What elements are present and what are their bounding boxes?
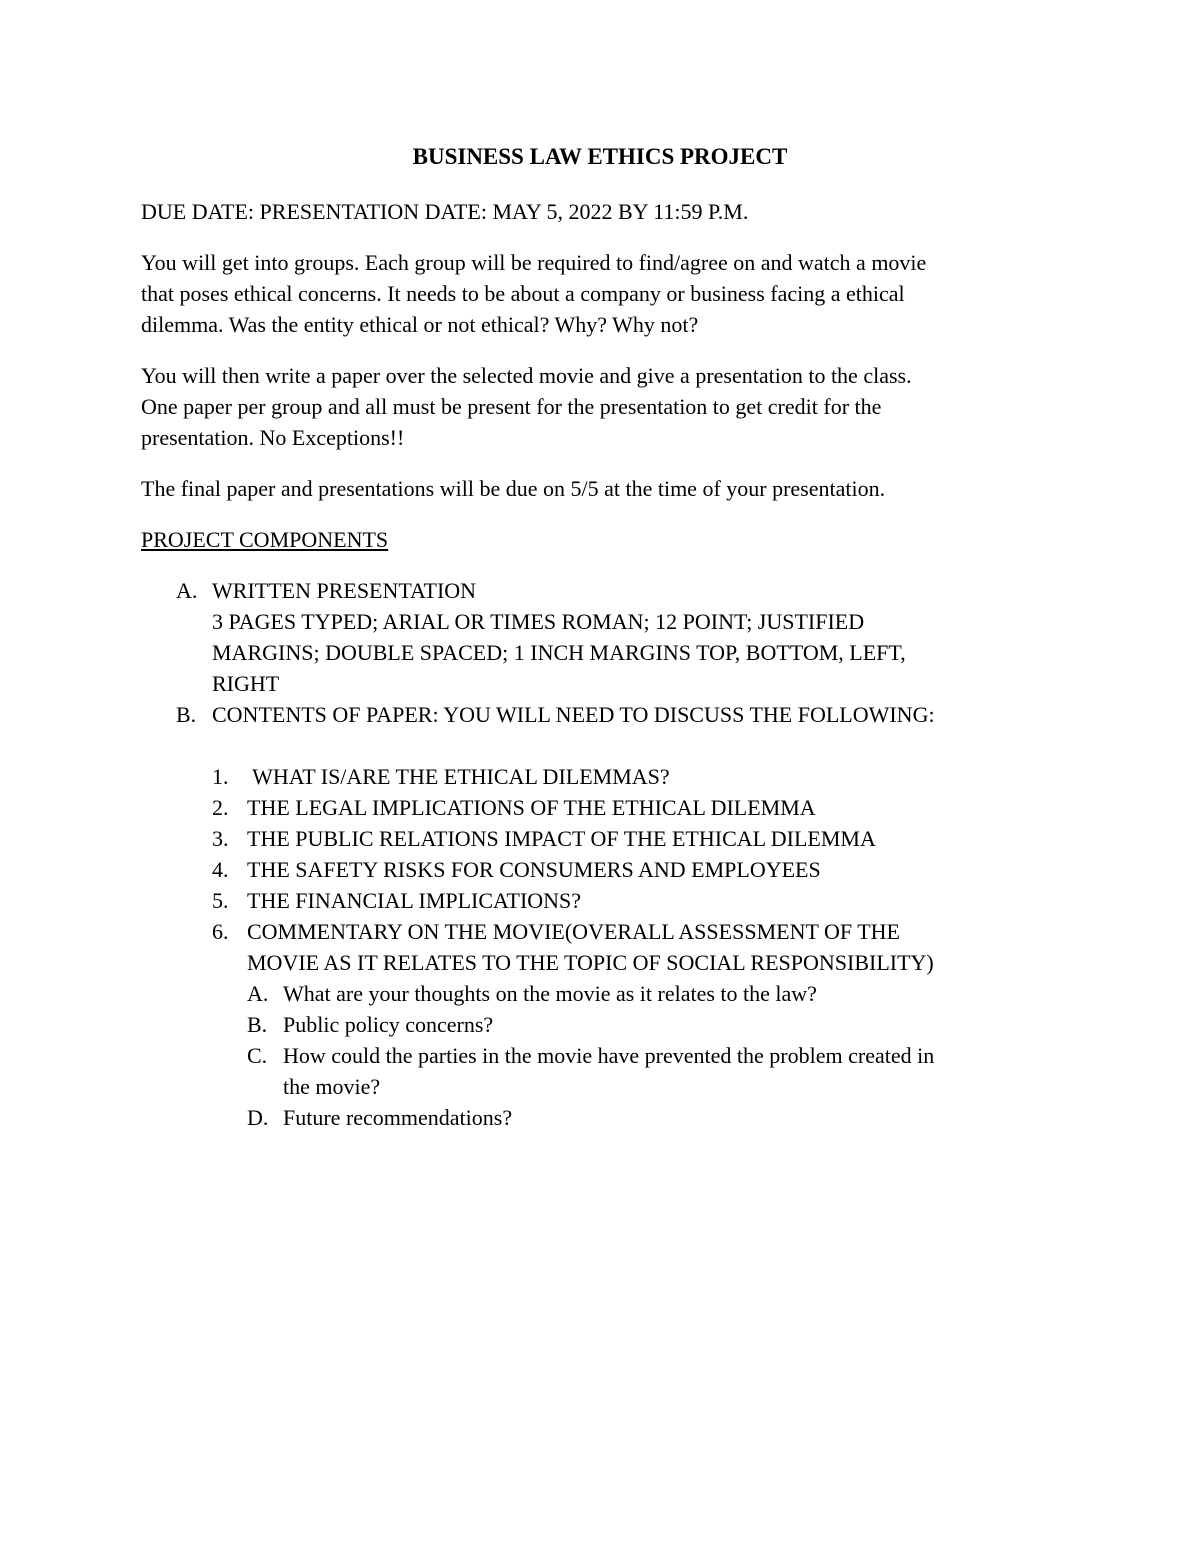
numbered-item-marker: 6.: [212, 919, 229, 944]
numbered-item-marker: 2.: [212, 795, 229, 820]
component-a-marker: A.: [176, 578, 198, 603]
sub-item-text: Future recommendations?: [283, 1105, 513, 1130]
component-a-line1: WRITTEN PRESENTATION: [212, 578, 477, 603]
sub-item-text: How could the parties in the movie have prevented the problem created in: [283, 1043, 935, 1068]
due-date-line: DUE DATE: PRESENTATION DATE: MAY 5, 2022 BY 11:59 P.M.: [141, 199, 749, 224]
paragraph3: The final paper and presentations will be due on 5/5 at the time of your presentation.: [141, 476, 886, 501]
numbered-item-text: THE PUBLIC RELATIONS IMPACT OF THE ETHICAL DILEMMA: [247, 826, 876, 851]
component-b-marker: B.: [176, 702, 197, 727]
numbered-item-6-continuation: MOVIE AS IT RELATES TO THE TOPIC OF SOCIAL RESPONSIBILITY): [247, 950, 934, 975]
component-a-line3: MARGINS; DOUBLE SPACED; 1 INCH MARGINS TOP, BOTTOM, LEFT,: [212, 640, 906, 665]
numbered-item-text: THE FINANCIAL IMPLICATIONS?: [247, 888, 582, 913]
numbered-item-marker: 5.: [212, 888, 229, 913]
numbered-item-text: WHAT IS/ARE THE ETHICAL DILEMMAS?: [247, 764, 670, 789]
numbered-item-text: THE LEGAL IMPLICATIONS OF THE ETHICAL DILEMMA: [247, 795, 816, 820]
numbered-item-marker: 1.: [212, 764, 229, 789]
paragraph2-line3: presentation. No Exceptions!!: [141, 425, 405, 450]
sub-item-marker: B.: [247, 1012, 268, 1037]
paragraph1-line1: You will get into groups. Each group will be required to find/agree on and watch a movie: [141, 250, 927, 275]
paragraph1-line3: dilemma. Was the entity ethical or not ethical? Why? Why not?: [141, 312, 699, 337]
sub-item-marker: C.: [247, 1043, 268, 1068]
numbered-item-text: THE SAFETY RISKS FOR CONSUMERS AND EMPLOYEES: [247, 857, 821, 882]
numbered-item-marker: 3.: [212, 826, 229, 851]
sub-item-text: Public policy concerns?: [283, 1012, 494, 1037]
component-b-text: CONTENTS OF PAPER: YOU WILL NEED TO DISCUSS THE FOLLOWING:: [212, 702, 935, 727]
component-a-line4: RIGHT: [212, 671, 280, 696]
numbered-item-marker: 4.: [212, 857, 229, 882]
paragraph1-line2: that poses ethical concerns. It needs to be about a company or business facing a ethical: [141, 281, 905, 306]
component-a-line2: 3 PAGES TYPED; ARIAL OR TIMES ROMAN; 12 POINT; JUSTIFIED: [212, 609, 865, 634]
sub-item-marker: D.: [247, 1105, 269, 1130]
sub-item-marker: A.: [247, 981, 269, 1006]
sub-item-c-continuation: the movie?: [283, 1074, 381, 1099]
paragraph2-line1: You will then write a paper over the selected movie and give a presentation to the class.: [141, 363, 912, 388]
document-title: BUSINESS LAW ETHICS PROJECT: [412, 144, 788, 169]
sub-item-text: What are your thoughts on the movie as it relates to the law?: [283, 981, 817, 1006]
paragraph2-line2: One paper per group and all must be present for the presentation to get credit for the: [141, 394, 882, 419]
numbered-item-text: COMMENTARY ON THE MOVIE(OVERALL ASSESSMENT OF THE: [247, 919, 900, 944]
components-heading: PROJECT COMPONENTS: [141, 527, 389, 552]
